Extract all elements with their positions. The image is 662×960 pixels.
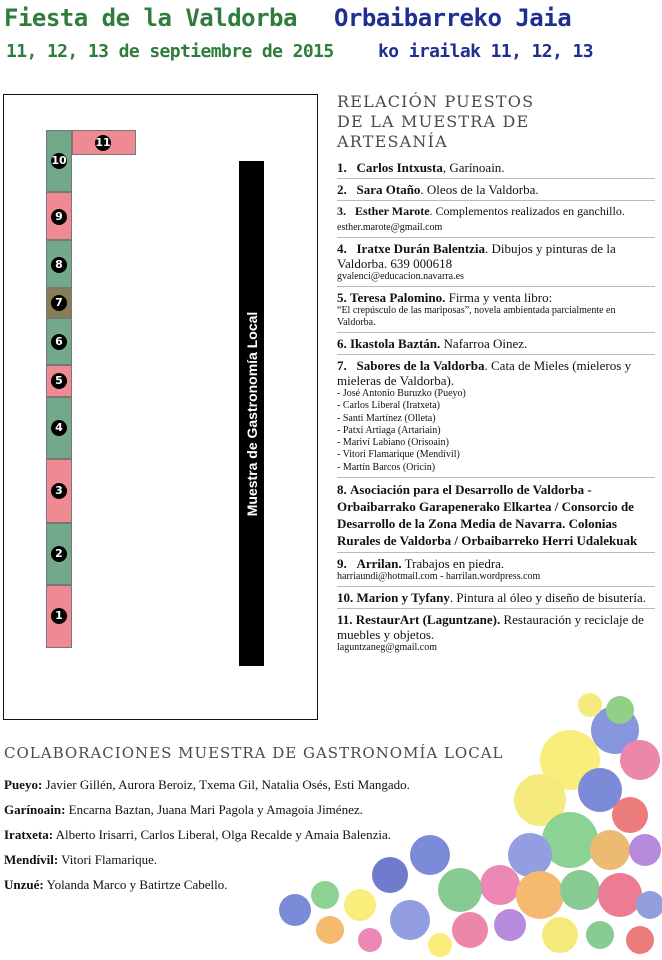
beekeeper-item: - Patxi Artiaga (Artariain) (337, 424, 441, 436)
list-item (337, 290, 655, 333)
entry-name: Arrilan. (356, 556, 402, 572)
stall-number: 6 (51, 334, 67, 350)
colab-row (4, 797, 410, 822)
beekeeper-item: - José Antonio Buruzko (Pueyo) (337, 388, 466, 399)
stall-number: 9 (51, 209, 67, 225)
entry-number: 11. (337, 612, 353, 628)
colab-place: Pueyo: (4, 777, 43, 792)
list-item (337, 612, 655, 657)
colab-names: Javier Gillén, Aurora Beroiz, Txema Gil, Natalia Osés, Esti Mangado. (42, 777, 410, 792)
stall-number: 10 (51, 154, 67, 167)
entry-email: laguntzaneg@gmail.com (337, 642, 438, 654)
entry-email: harriaundi@hotmail.com - harrilan.wordpress.com (337, 571, 541, 583)
entry-name: Sabores de la Valdorba (356, 358, 485, 373)
colab-names: Vitori Flamarique. (58, 852, 158, 867)
entry-desc: . Cata de Mieles (mieleros y mieleras de Valdorba). (337, 358, 632, 388)
entry-note: “El crepúsculo de las mariposas”, novela ambientada parcialmente en Valdorba. (337, 305, 616, 328)
list-item (337, 241, 655, 287)
entry-desc: Restauración y reciclaje de muebles y objetos. (337, 612, 644, 643)
colaboraciones-list (4, 772, 410, 897)
entry-email: gvalenci@educacion.navarra.es (337, 271, 464, 282)
entry-desc: . Oleos de la Valdorba. (420, 182, 539, 197)
colab-place: Garínoain: (4, 802, 66, 817)
entry-name: Iratxe Durán Balentzia (356, 241, 486, 256)
colab-names: Yolanda Marco y Batirtze Cabello. (43, 877, 228, 892)
stall-8 (46, 240, 72, 288)
entry-name: Asociación para el Desarrollo de Valdorba - Orbaibarrako Garapenerako Elkartea / Consorcio de Desarrollo de la Zona Media de Navarra. Colonias Rurales de Valdorba / Orbaibarreko Herri Udalekuak (337, 482, 638, 549)
entry-number: 5. (337, 290, 347, 305)
entry-number: 4. (337, 241, 347, 256)
entry-email: esther.marote@gmail.com (337, 222, 443, 233)
stall-1 (46, 585, 72, 648)
beekeeper-item: - Vitori Flamarique (Mendívil) (337, 449, 460, 461)
stall-3 (46, 459, 72, 523)
entry-number: 9. (337, 556, 347, 572)
entry-name: Marion y Tyfany (356, 590, 450, 606)
colaboraciones-title: COLABORACIONES MUESTRA DE GASTRONOMÍA LOCAL (4, 744, 504, 762)
colab-row (4, 847, 410, 872)
stall-number: 11 (95, 136, 111, 149)
stall-5 (46, 365, 72, 397)
list-item (337, 358, 655, 478)
relacion-title: RELACIÓN PUESTOS DE LA MUESTRA DE ARTESANÍA (337, 92, 535, 151)
beekeeper-item: - Santi Martínez (Olleta) (337, 412, 436, 424)
stall-number: 3 (51, 483, 67, 499)
entry-number: 3. (337, 204, 346, 218)
entry-number: 1. (337, 160, 347, 175)
beekeeper-item: - Carlos Liberal (Iratxeta) (337, 400, 441, 412)
title-basque: Orbaibarreko Jaia (334, 4, 572, 32)
stall-7 (46, 288, 72, 318)
entry-desc: . Dibujos y pinturas de la Valdorba. 639 000618 (337, 241, 616, 271)
stall-list (337, 160, 655, 660)
stall-number: 5 (51, 373, 67, 389)
beekeeper-item: - Mariví Labiano (Orisoain) (337, 437, 449, 449)
list-item (337, 182, 655, 201)
stall-map (3, 94, 318, 720)
entry-name: Carlos Intxusta (356, 160, 443, 175)
beekeeper-item: - Martín Barcos (Oricin) (337, 461, 436, 473)
stall-4 (46, 397, 72, 459)
gastronomy-label: Muestra de Gastronomía Local (243, 311, 260, 516)
entry-number: 2. (337, 182, 347, 197)
entry-desc: Nafarroa Oinez. (440, 336, 528, 351)
stall-number: 4 (51, 420, 67, 436)
stall-6 (46, 318, 72, 365)
entry-number: 7. (337, 358, 347, 373)
entry-number: 10. (337, 590, 354, 606)
list-item (337, 556, 655, 587)
entry-desc: Firma y venta libro: (445, 290, 553, 305)
entry-desc: . Complementos realizados en ganchillo. (429, 204, 625, 218)
entry-name: Teresa Palomino. (350, 290, 446, 305)
list-item (337, 590, 655, 609)
stall-number: 2 (51, 546, 67, 562)
colab-row (4, 772, 410, 797)
entry-name: Esther Marote (355, 204, 430, 218)
list-item (337, 160, 655, 179)
gastronomy-area (239, 161, 264, 666)
stall-9 (46, 192, 72, 240)
stall-number: 1 (51, 608, 67, 624)
entry-number: 8. (337, 482, 347, 498)
title-spanish: Fiesta de la Valdorba (4, 4, 297, 32)
colab-names: Encarna Baztan, Juana Mari Pagola y Amagoia Jiménez. (65, 802, 363, 817)
dates-spanish: 11, 12, 13 de septiembre de 2015 (6, 41, 334, 62)
colab-names: Alberto Irisarri, Carlos Liberal, Olga Recalde y Amaia Balenzia. (53, 827, 391, 842)
stall-11 (72, 130, 136, 155)
colab-place: Iratxeta: (4, 827, 54, 842)
colab-row (4, 822, 410, 847)
list-item (337, 204, 655, 238)
entry-desc: . Pintura al óleo y diseño de bisutería. (449, 590, 646, 606)
stall-10 (46, 130, 72, 192)
stall-number: 7 (51, 295, 67, 311)
colab-place: Mendívil: (4, 852, 59, 867)
stall-2 (46, 523, 72, 585)
list-item (337, 481, 655, 553)
entry-name: RestaurArt (Laguntzane). (355, 612, 501, 628)
colab-place: Unzué: (4, 877, 44, 892)
entry-desc: , Garínoain. (442, 160, 505, 175)
entry-number: 6. (337, 336, 347, 351)
entry-desc: Trabajos en piedra. (401, 556, 505, 572)
stall-number: 8 (51, 257, 67, 273)
list-item (337, 336, 655, 355)
entry-name: Sara Otaño (356, 182, 421, 197)
entry-name: Ikastola Baztán. (350, 336, 441, 351)
colab-row (4, 872, 410, 897)
dates-basque: ko irailak 11, 12, 13 (378, 41, 593, 62)
